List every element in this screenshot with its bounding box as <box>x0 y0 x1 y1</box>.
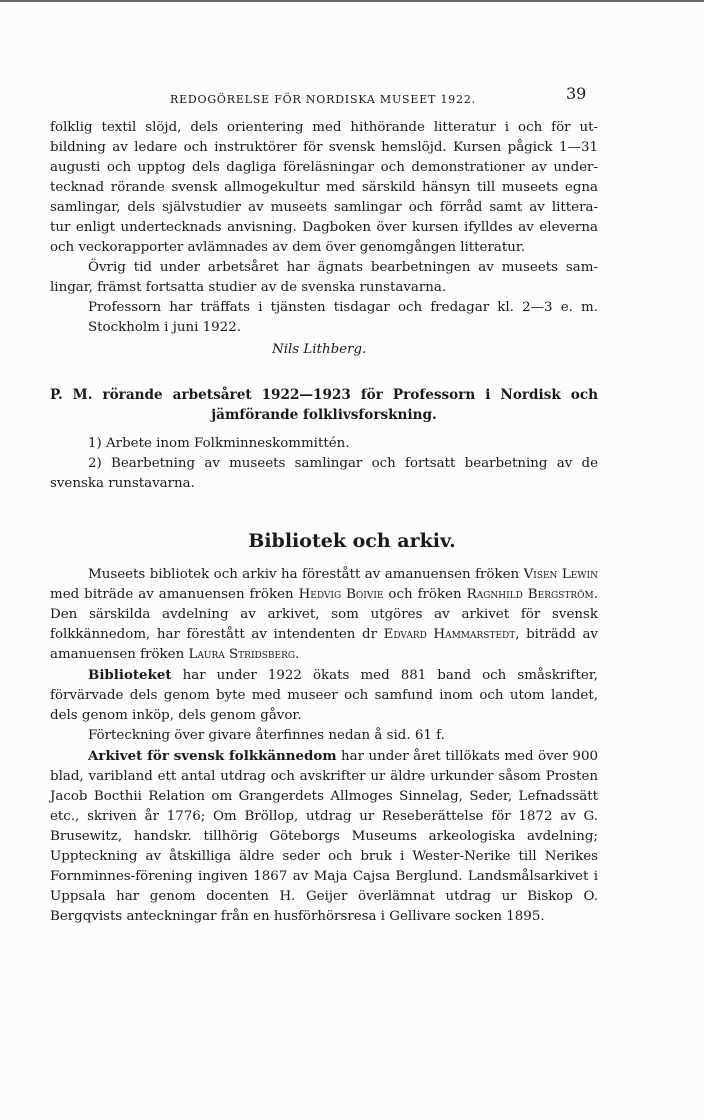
page-number: 39 <box>566 84 587 103</box>
pm-item-continuation: svenska runstavarna. <box>50 476 195 491</box>
professor-hours-line: Professorn har träffats i tjänsten tisdagar och fredagar kl. 2—3 e. m. <box>88 300 598 315</box>
text-line: tecknad rörande svensk allmogekultur med särskild hänsyn till museets egna <box>50 180 598 195</box>
person-name: Edvard Hammarstedt <box>383 627 516 642</box>
library-paragraph: Biblioteket har under 1922 ökats med 881 band och småskrifter, förvärvade dels genom byte med museer och samfund inom och utom landet, dels genom inköp, dels genom gåvor. <box>50 667 598 723</box>
archive-paragraph: Arkivet för svensk folkkännedom har under året tillökats med över 900 blad, varibland ett antal utdrag och avskrifter ur äldre urkunder såsom Prosten Jacob Bocthii Relation om Grangerdets Allmoges Sinnelag, Seder, Lefnadssätt etc., skriven år 1776; Om Bröllop, utdrag ur Reseberättelse för 1872 av G. Brusewitz, handskr. tillhörig Göteborgs Museums arkeologiska avdelning; Uppteckning av åtskilliga äldre seder och bruk i Wester-Nerike till Nerikes Fornminnes-förening ingiven 1867 av Maja Cajsa Berglund. Landsmålsarkivet i Uppsala har genom docenten H. Geijer överlämnat utdrag ur Biskop O. Bergqvists anteckningar från en husförhörsresa i Gellivare socken 1895. <box>50 748 598 924</box>
text-line: bildning av ledare och instruktörer för svensk hemslöjd. Kursen pågick 1—31 <box>50 140 598 155</box>
person-name: Visen Lewin <box>523 567 598 582</box>
running-head: REDOGÖRELSE FÖR NORDISKA MUSEET 1922. <box>170 93 476 106</box>
archive-term: Arkivet för svensk folkkännedom <box>88 748 337 764</box>
signature: Nils Lithberg. <box>272 342 367 357</box>
text-line: Övrig tid under arbetsåret har ägnats bearbetningen av museets sam- <box>88 260 598 275</box>
text-line: folklig textil slöjd, dels orientering med hithörande litteratur i och för ut- <box>50 120 598 135</box>
pm-item: 1) Arbete inom Folkminneskommittén. <box>88 436 350 451</box>
person-name: Hedvig Boivie <box>298 587 384 602</box>
section-title: Bibliotek och arkiv. <box>248 530 456 552</box>
pm-heading <box>50 385 598 425</box>
text-line: samlingar, dels självstudier av museets samlingar och förråd samt av littera- <box>50 200 598 215</box>
text-line: lingar, främst fortsatta studier av de svenska runstavarna. <box>50 280 447 295</box>
library-term: Biblioteket <box>88 667 172 683</box>
text-line: tur enligt undertecknads anvisning. Dagboken över kursen ifylldes av eleverna <box>50 220 598 235</box>
course-paragraph <box>50 118 598 338</box>
staff-paragraph: Museets bibliotek och arkiv ha förestått av amanuensen fröken Visen Lewin med biträde av amanuensen fröken Hedvig Boivie och fröken Ragnhild Bergström. Den särskilda avdelning av arkivet, som utgöres av arkivet för svensk folkkännedom, har förestått av intendenten dr Edvard Hammarstedt, biträdd av amanuensen fröken Laura Stridsberg. <box>50 567 599 662</box>
person-name: Ragnhild Bergström <box>466 587 594 602</box>
text-line: augusti och upptog dels dagliga föreläsningar och demonstrationer av under- <box>50 160 598 175</box>
pm-list <box>50 434 598 494</box>
pm-heading-line: P. M. rörande arbetsåret 1922—1923 för Professorn i Nordisk och <box>50 387 598 403</box>
person-name: Laura Stridsberg <box>188 647 296 662</box>
section-body <box>50 565 598 927</box>
pm-heading-line: jämförande folklivsforskning. <box>211 407 437 423</box>
pm-item: 2) Bearbetning av museets samlingar och fortsatt bearbetning av de <box>88 456 598 471</box>
text-line: och veckorapporter avlämnades av dem över genomgången litteratur. <box>50 240 526 255</box>
place-date-line: Stockholm i juni 1922. <box>88 320 241 335</box>
donor-list-note: Förteckning över givare återfinnes nedan å sid. 61 f. <box>88 728 445 743</box>
